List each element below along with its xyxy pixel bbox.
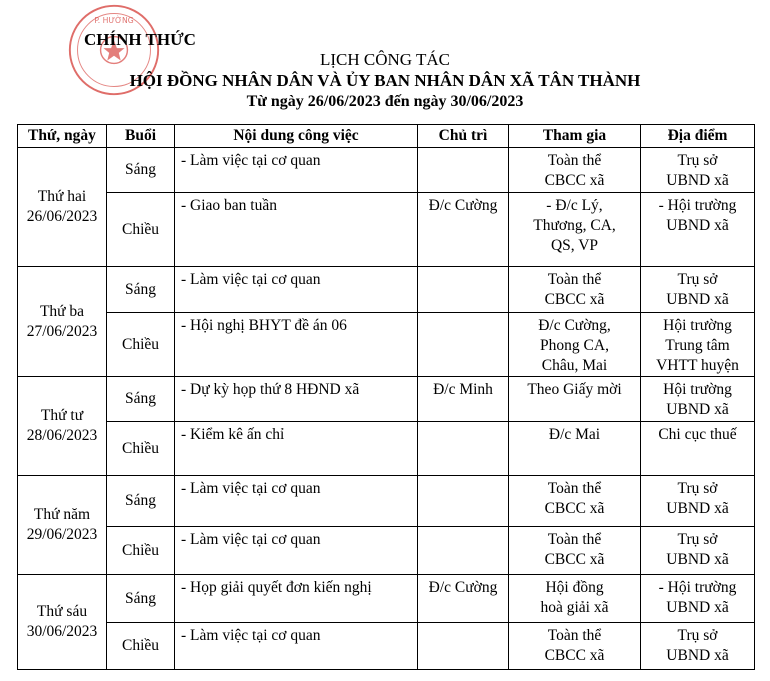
place-cell: Trụ sở UBND xã [641,623,755,670]
day-cell [18,148,107,267]
place-cell: Chi cục thuế [641,422,755,476]
session-cell: Sáng [107,267,175,313]
day-name: Thứ tư [40,407,84,424]
session-cell: Chiều [107,193,175,267]
col-header-chair: Chủ trì [418,125,509,148]
participants-cell: Toàn thể CBCC xã [509,148,641,193]
place-cell: Trụ sở UBND xã [641,267,755,313]
document-header [0,49,770,112]
place-cell: - Hội trường UBND xã [641,193,755,267]
document-title: LỊCH CÔNG TÁC [319,50,451,69]
content-cell: - Kiểm kê ấn chỉ [175,422,418,476]
content-cell: - Làm việc tại cơ quan [175,267,418,313]
day-name: Thứ năm [33,506,91,523]
col-header-place: Địa điểm [641,125,755,148]
table-row [18,313,755,377]
table-row [18,476,755,527]
day-date: 30/06/2023 [26,623,98,640]
day-name: Thứ hai [37,188,87,205]
place-cell: Hội trường Trung tâm VHTT huyện [641,313,755,377]
place-cell: Trụ sở UBND xã [641,527,755,575]
chair-cell [418,527,509,575]
col-header-content: Nội dung công việc [175,125,418,148]
chair-cell [418,422,509,476]
participants-cell: Toàn thể CBCC xã [509,527,641,575]
chair-cell [418,313,509,377]
table-row [18,527,755,575]
official-mark: CHÍNH THỨC [84,30,196,49]
participants-cell: - Đ/c Lý, Thương, CA, QS, VP [509,193,641,267]
content-cell: - Làm việc tại cơ quan [175,527,418,575]
place-cell: - Hội trường UBND xã [641,575,755,623]
session-cell: Sáng [107,148,175,193]
content-cell: - Giao ban tuần [175,193,418,267]
session-cell: Sáng [107,476,175,527]
chair-cell [418,476,509,527]
place-cell: Trụ sở UBND xã [641,148,755,193]
table-row [18,148,755,193]
chair-cell [418,267,509,313]
participants-cell: Toàn thể CBCC xã [509,476,641,527]
content-cell: - Hội nghị BHYT đề án 06 [175,313,418,377]
session-cell: Chiều [107,527,175,575]
participants-cell: Theo Giấy mời [509,377,641,422]
table-row [18,422,755,476]
chair-cell: Đ/c Cường [418,193,509,267]
chair-cell: Đ/c Minh [418,377,509,422]
content-cell: - Dự kỳ họp thứ 8 HĐND xã [175,377,418,422]
table-row [18,575,755,623]
table-row [18,377,755,422]
session-cell: Sáng [107,377,175,422]
session-cell: Chiều [107,313,175,377]
chair-cell [418,623,509,670]
chair-cell [418,148,509,193]
content-cell: - Họp giải quyết đơn kiến nghị [175,575,418,623]
date-range: Từ ngày 26/06/2023 đến ngày 30/06/2023 [246,93,524,110]
day-name: Thứ ba [39,302,85,320]
participants-cell: Toàn thể CBCC xã [509,267,641,313]
content-cell: - Làm việc tại cơ quan [175,476,418,527]
chair-cell: Đ/c Cường [418,575,509,623]
col-header-day: Thứ, ngày [18,125,107,148]
participants-cell: Hội đồng hoà giải xã [509,575,641,623]
seal-text: P. HƯỜNG [94,16,134,26]
day-date: 27/06/2023 [26,322,98,340]
day-cell [18,575,107,670]
day-date: 29/06/2023 [26,526,98,543]
day-cell [18,476,107,575]
session-cell: Chiều [107,422,175,476]
day-cell [18,267,107,377]
content-cell: - Làm việc tại cơ quan [175,148,418,193]
day-name: Thứ sáu [36,603,88,620]
col-header-session: Buổi [107,125,175,148]
participants-cell: Toàn thể CBCC xã [509,623,641,670]
session-cell: Chiều [107,623,175,670]
table-header-row [18,125,755,148]
place-cell: Trụ sở UBND xã [641,476,755,527]
participants-cell: Đ/c Mai [509,422,641,476]
schedule-table [17,124,755,670]
document-subtitle: HỘI ĐỒNG NHÂN DÂN VÀ ỦY BAN NHÂN DÂN XÃ TÂN THÀNH [129,71,641,90]
day-cell [18,377,107,476]
participants-cell: Đ/c Cường, Phong CA, Châu, Mai [509,313,641,377]
table-row [18,267,755,313]
day-date: 26/06/2023 [26,208,98,225]
table-row [18,623,755,670]
content-cell: - Làm việc tại cơ quan [175,623,418,670]
session-cell: Sáng [107,575,175,623]
place-cell: Hội trường UBND xã [641,377,755,422]
day-date: 28/06/2023 [26,427,98,444]
col-header-participants: Tham gia [509,125,641,148]
table-row [18,193,755,267]
